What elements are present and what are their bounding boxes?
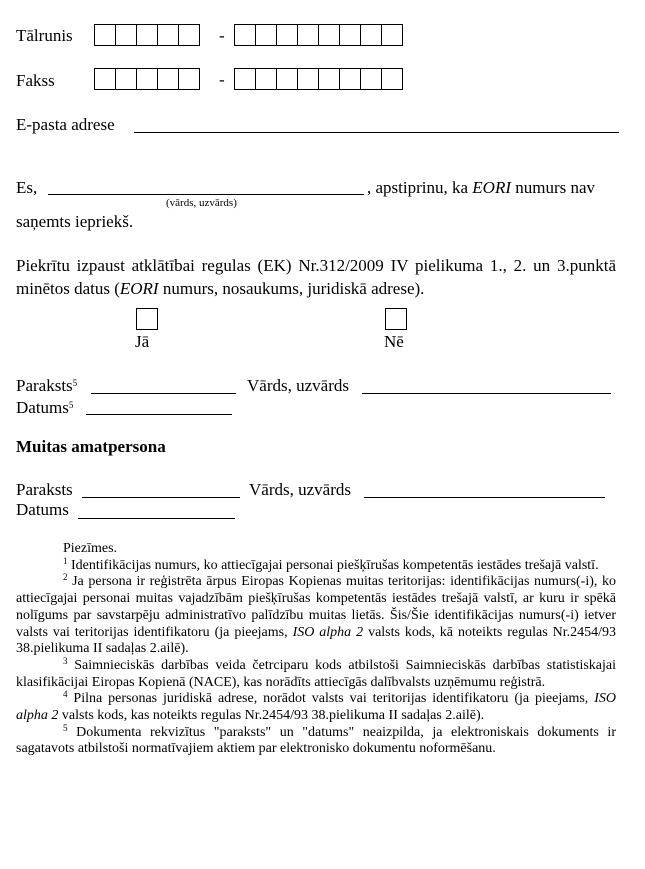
fax-prefix-boxes[interactable] [94, 68, 199, 90]
eori-term: EORI [472, 178, 512, 197]
digit-box[interactable] [339, 24, 361, 46]
declaration-prefix: Es, [16, 178, 38, 197]
notes-section [16, 541, 616, 758]
consent-text-1: Piekrītu izpaust atklātībai regulas (EK) Nr.312/2009 IV pielikuma 1., 2. un 3.punktā minētos datus ( [16, 256, 616, 298]
digit-box[interactable] [234, 68, 256, 90]
digit-box[interactable] [318, 68, 340, 90]
declarant-name-field[interactable] [48, 194, 364, 195]
consent-no-label: Nē [384, 332, 404, 351]
applicant-date-label [16, 398, 73, 418]
note-number: 5 [63, 722, 68, 733]
notes-title: Piezīmes. [63, 541, 118, 556]
customs-signature-field[interactable] [82, 497, 240, 498]
digit-box[interactable] [157, 68, 179, 90]
note-text: Dokumenta rekvizītus "paraksts" un "datums" neaizpilda, ja elektroniskais dokuments ir sagatavots atbilstoši normatīvajiem aktiem par elektronisko dokumentu noformēšanu. [16, 724, 616, 757]
note-number: 4 [63, 689, 68, 700]
note-text: valsts kods, kas noteikts regulas Nr.2454/93 38.pielikuma II sadaļas 2.ailē). [58, 708, 485, 724]
email-label: E-pasta adrese [16, 115, 115, 134]
digit-box[interactable] [360, 24, 382, 46]
iso-term: ISO alpha 2 [292, 624, 364, 640]
customs-date-field[interactable] [78, 518, 235, 519]
phone-prefix-boxes[interactable] [94, 24, 199, 46]
digit-box[interactable] [94, 68, 116, 90]
consent-yes-label: Jā [135, 332, 150, 351]
applicant-date-field[interactable] [86, 414, 232, 415]
digit-box[interactable] [381, 24, 403, 46]
note-text: Ja persona ir reģistrēta ārpus Eiropas Kopienas muitas teritorijas: identifikācijas numurs(-i), ko attiecīgajai personai muitas vajadzībām piešķīrušas kompetentās iestādes trešajā valstī, ar kuru ir spēkā nolīgums par savstarpēju administratīvo palīdzību muitas lietās. Šis/Šie identifikācijas numurs(-i) ietver valsts vai teritorijas identifikatoru (ja pieejams, [16, 574, 616, 640]
applicant-name-field[interactable] [362, 393, 611, 394]
digit-box[interactable] [136, 68, 158, 90]
digit-box[interactable] [360, 68, 382, 90]
phone-label: Tālrunis [16, 26, 73, 45]
fax-dash: - [219, 70, 225, 89]
digit-box[interactable] [255, 68, 277, 90]
note-text: Identifikācijas numurs, ko attiecīgajai personai piešķīrušas kompetentās iestādes trešajā valstī. [67, 557, 599, 573]
customs-date-label: Datums [16, 500, 69, 519]
declaration-suffix [367, 178, 595, 198]
applicant-signature-label [16, 376, 77, 396]
note-number: 1 [63, 555, 68, 566]
date-label-text: Datums [16, 398, 69, 417]
consent-text-2: numurs, nosaukums, juridiskā adrese). [158, 279, 425, 298]
declaration-suffix-end: numurs nav [515, 178, 596, 197]
digit-box[interactable] [234, 24, 256, 46]
digit-box[interactable] [297, 24, 319, 46]
note-4 [16, 691, 616, 724]
phone-dash: - [219, 26, 225, 45]
digit-box[interactable] [276, 68, 298, 90]
customs-name-field[interactable] [364, 497, 605, 498]
digit-box[interactable] [94, 24, 116, 46]
consent-yes-checkbox[interactable] [136, 308, 158, 330]
note-1 [16, 555, 616, 575]
note-2 [16, 574, 616, 658]
digit-box[interactable] [255, 24, 277, 46]
declaration-suffix-text: , apstiprinu, ka [367, 178, 469, 197]
digit-box[interactable] [339, 68, 361, 90]
digit-box[interactable] [178, 68, 200, 90]
applicant-signature-field[interactable] [91, 393, 236, 394]
digit-box[interactable] [136, 24, 158, 46]
email-field[interactable] [134, 132, 619, 133]
digit-box[interactable] [276, 24, 298, 46]
fax-label: Fakss [16, 71, 55, 90]
customs-heading: Muitas amatpersona [16, 437, 166, 456]
consent-paragraph [16, 254, 616, 300]
customs-name-label: Vārds, uzvārds [249, 480, 351, 499]
signature-label-text: Paraksts [16, 376, 73, 395]
footnote-ref: 5 [72, 378, 78, 388]
applicant-name-label: Vārds, uzvārds [247, 376, 349, 395]
digit-box[interactable] [297, 68, 319, 90]
note-5 [16, 722, 616, 758]
note-number: 2 [63, 572, 68, 583]
note-3 [16, 655, 616, 691]
digit-box[interactable] [115, 24, 137, 46]
fax-number-boxes[interactable] [234, 68, 402, 90]
note-text: Pilna personas juridiskā adrese, norādot valsts vai teritorijas identifikatoru (ja pieejams, [67, 691, 589, 707]
digit-box[interactable] [178, 24, 200, 46]
footnote-ref: 5 [68, 400, 74, 410]
note-text: valsts kods, kā noteikts regulas Nr.2454/93 38.pielikuma II sadaļas 2.ailē). [16, 624, 617, 657]
iso-term: ISO alpha 2 [16, 691, 616, 724]
digit-box[interactable] [115, 68, 137, 90]
note-number: 3 [63, 655, 68, 666]
customs-signature-label: Paraksts [16, 480, 73, 499]
eori-term: EORI [119, 279, 159, 298]
declaration-line2: saņemts iepriekš. [16, 212, 134, 231]
digit-box[interactable] [157, 24, 179, 46]
name-caption: (vārds, uzvārds) [166, 197, 237, 209]
note-text: Saimnieciskās darbības veida četrciparu kods atbilstoši Saimnieciskās darbības statistiskajai klasifikācijai Eiropas Kopienā (NACE), kas norādīts attiecīgās dalībvalsts uzņēmumu reģistrā. [16, 657, 616, 690]
digit-box[interactable] [318, 24, 340, 46]
consent-no-checkbox[interactable] [385, 308, 407, 330]
digit-box[interactable] [381, 68, 403, 90]
phone-number-boxes[interactable] [234, 24, 402, 46]
